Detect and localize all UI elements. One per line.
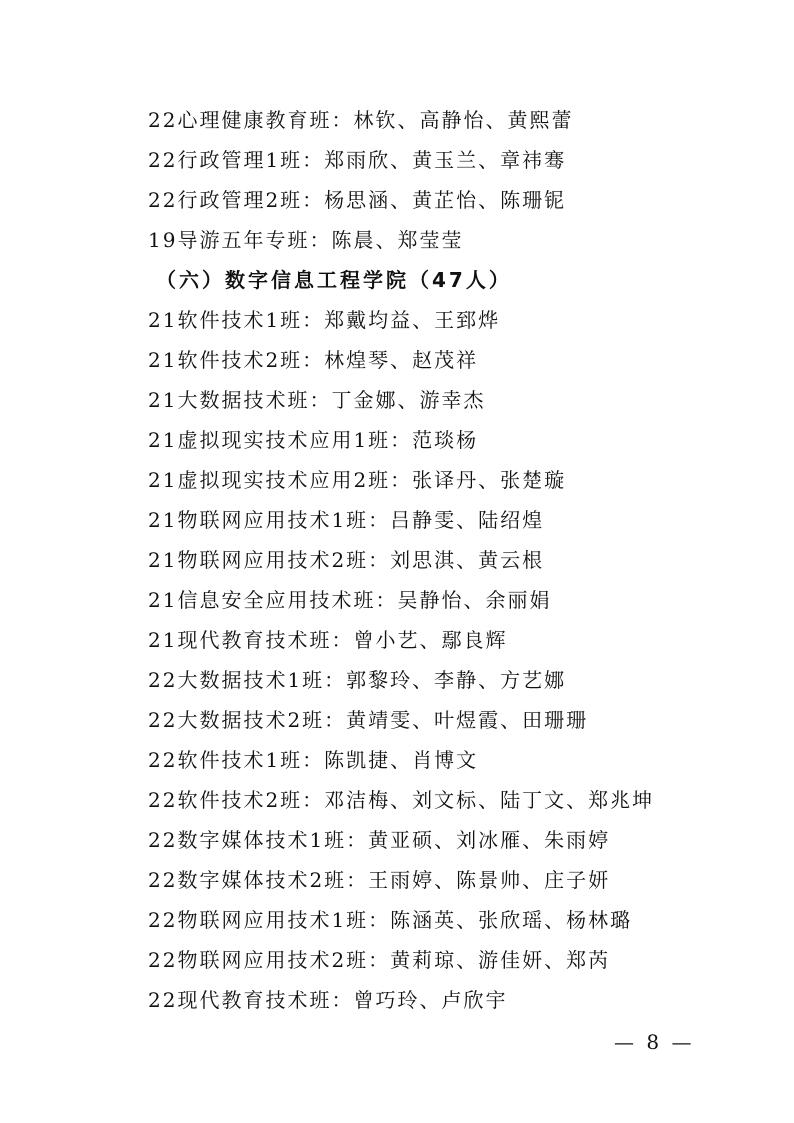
text-line: 22行政管理2班：杨思涵、黄芷怡、陈珊铌 (148, 188, 567, 212)
text-line: 22心理健康教育班：林钦、高静怡、黄熙蕾 (148, 108, 574, 132)
text-line: 22行政管理1班：郑雨欣、黄玉兰、章祎骞 (148, 148, 567, 172)
text-line: 21软件技术2班：林煌琴、赵茂祥 (148, 348, 479, 372)
page-number: — 8 — (614, 1030, 695, 1054)
text-line: 22软件技术2班：邓洁梅、刘文标、陆丁文、郑兆坤 (148, 788, 655, 812)
text-line: 22大数据技术1班：郭黎玲、李静、方艺娜 (148, 668, 567, 692)
text-line: 22软件技术1班：陈凯捷、肖博文 (148, 748, 479, 772)
text-line: 21大数据技术班：丁金娜、游幸杰 (148, 388, 486, 412)
text-line: 21虚拟现实技术应用2班：张译丹、张楚璇 (148, 468, 567, 492)
text-line: 22数字媒体技术2班：王雨婷、陈景帅、庄子妍 (148, 868, 611, 892)
text-line: 21信息安全应用技术班：吴静怡、余丽娟 (148, 588, 552, 612)
section-heading: （六）数字信息工程学院（47人） (156, 268, 512, 292)
text-line: 21物联网应用技术1班：吕静雯、陆绍煌 (148, 508, 545, 532)
text-line: 19导游五年专班：陈晨、郑莹莹 (148, 228, 464, 252)
text-line: 21现代教育技术班：曾小艺、鄢良辉 (148, 628, 508, 652)
document-body (148, 100, 708, 1020)
text-line: 22物联网应用技术1班：陈涵英、张欣瑶、杨林璐 (148, 908, 633, 932)
text-line: 21软件技术1班：郑戴均益、王郅烨 (148, 308, 501, 332)
text-line: 22大数据技术2班：黄靖雯、叶煜霞、田珊珊 (148, 708, 589, 732)
text-line: 21物联网应用技术2班：刘思淇、黄云根 (148, 548, 545, 572)
text-line: 21虚拟现实技术应用1班：范琰杨 (148, 428, 479, 452)
text-line: 22物联网应用技术2班：黄莉琼、游佳妍、郑芮 (148, 948, 611, 972)
text-line: 22数字媒体技术1班：黄亚硕、刘冰雁、朱雨婷 (148, 828, 611, 852)
text-line: 22现代教育技术班：曾巧玲、卢欣宇 (148, 988, 508, 1012)
